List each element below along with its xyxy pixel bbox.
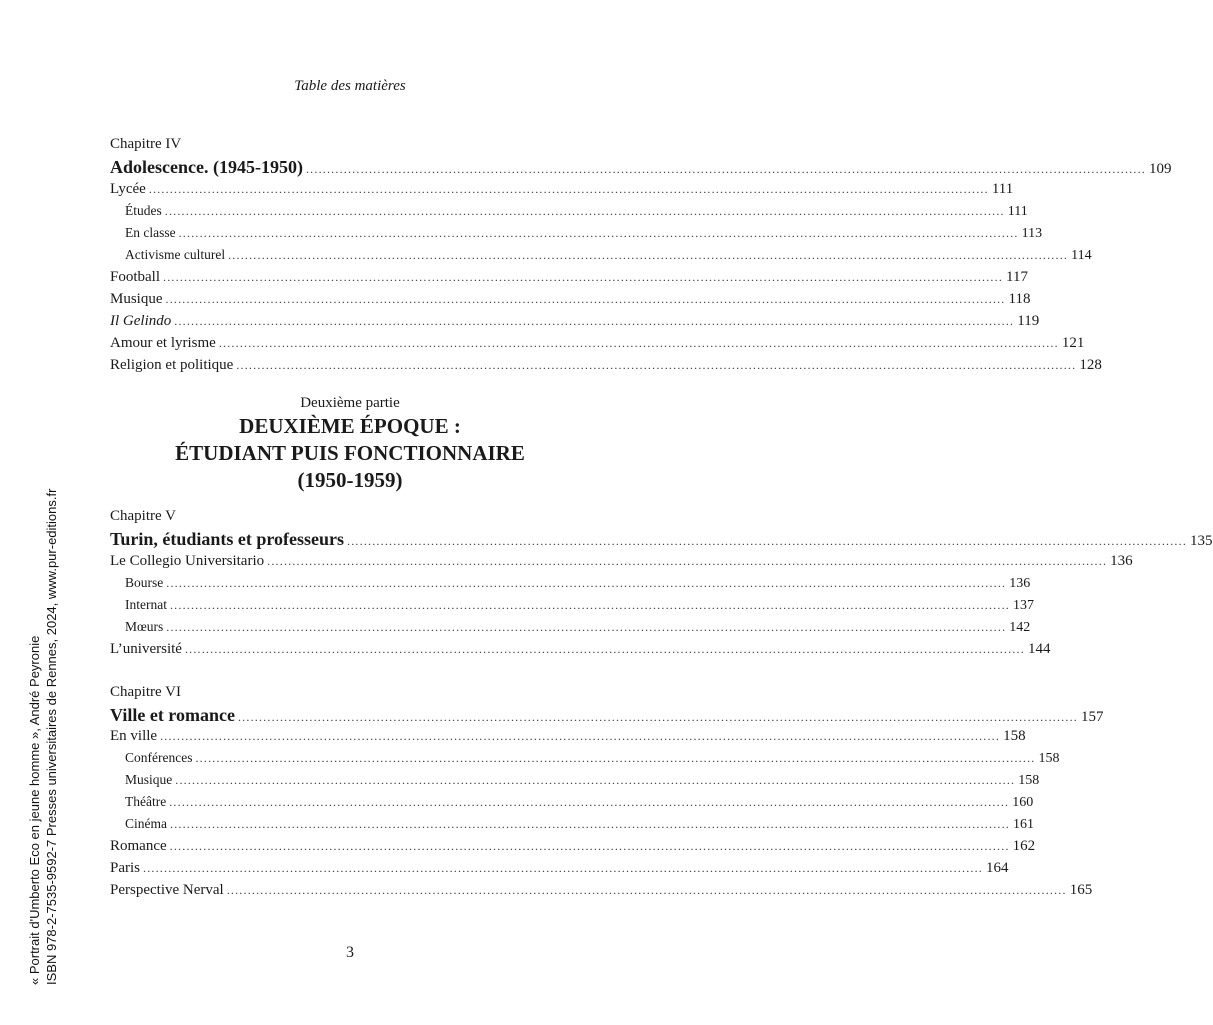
part-title-line-3: (1950-1959)	[297, 468, 403, 492]
toc-subentry[interactable]	[110, 200, 1028, 222]
chapter-6	[110, 682, 1104, 728]
chapter-title: Adolescence. (1945-1950)	[110, 157, 303, 177]
dot-leader: ........................................................................................................................................................................................................	[228, 248, 1069, 262]
page-ref: 158	[1018, 773, 1040, 788]
dot-leader: ........................................................................................................................................................................................................	[169, 795, 1010, 809]
dot-leader: ........................................................................................................................................................................................................	[347, 534, 1188, 548]
chapter-title: Ville et romance	[110, 705, 235, 725]
chapter-4-entries	[110, 178, 1102, 376]
toc-subentry[interactable]	[110, 769, 1040, 791]
dot-leader: ........................................................................................................................................................................................................	[166, 620, 1007, 634]
dot-leader: ........................................................................................................................................................................................................	[160, 729, 1001, 743]
part-heading	[0, 393, 700, 494]
page-ref: 135	[1190, 533, 1213, 549]
chapter-label: Chapitre VI	[110, 684, 181, 700]
chapter-6-entries	[110, 725, 1093, 901]
chapter-title-entry[interactable]	[110, 526, 1213, 552]
page-number: 3	[346, 944, 354, 961]
chapter-4	[110, 134, 1172, 180]
toc-entry[interactable]	[110, 857, 1009, 879]
page-ref: 118	[1008, 291, 1031, 307]
dot-leader: ........................................................................................................................................................................................................	[267, 554, 1108, 568]
toc-entry[interactable]	[110, 310, 1040, 332]
toc-entry[interactable]	[110, 354, 1102, 376]
toc-subentry[interactable]	[110, 791, 1034, 813]
toc-entry-title: Mœurs	[125, 619, 164, 634]
toc-subentry[interactable]	[110, 747, 1060, 769]
dot-leader: ........................................................................................................................................................................................................	[236, 358, 1077, 372]
toc-entry[interactable]	[110, 288, 1031, 310]
part-title-line-2: ÉTUDIANT PUIS FONCTIONNAIRE	[175, 441, 525, 465]
page-ref: 164	[986, 860, 1009, 876]
toc-entry-title: Activisme culturel	[125, 247, 226, 262]
toc-entry[interactable]	[110, 725, 1026, 747]
toc-entry[interactable]	[110, 638, 1051, 660]
dot-leader: ........................................................................................................................................................................................................	[165, 292, 1006, 306]
chapter-label: Chapitre V	[110, 508, 176, 524]
page-ref: 158	[1003, 728, 1026, 744]
part-label: Deuxième partie	[300, 395, 400, 411]
page-ref: 136	[1110, 553, 1133, 569]
toc-entry-title: Perspective Nerval	[110, 882, 224, 898]
toc-entry-title: Lycée	[110, 181, 146, 197]
page-ref: 128	[1079, 357, 1102, 373]
dot-leader: ........................................................................................................................................................................................................	[218, 336, 1059, 350]
side-copyright-note	[26, 489, 60, 985]
dot-leader: ........................................................................................................................................................................................................	[195, 751, 1036, 765]
dot-leader: ........................................................................................................................................................................................................	[163, 270, 1004, 284]
page-ref: 111	[1007, 204, 1028, 219]
dot-leader: ........................................................................................................................................................................................................	[184, 642, 1025, 656]
toc-entry[interactable]	[110, 266, 1028, 288]
side-note-line-1: « Portrait d'Umberto Eco en jeune homme », André Peyronie	[27, 635, 42, 985]
toc-entry-title: Romance	[110, 838, 167, 854]
page-ref: 111	[991, 181, 1014, 197]
page-ref: 117	[1006, 269, 1028, 285]
dot-leader: ........................................................................................................................................................................................................	[174, 314, 1015, 328]
toc-entry-title: L’université	[110, 641, 182, 657]
page-ref: 162	[1012, 838, 1036, 854]
toc-entry-title: Religion et politique	[110, 357, 234, 373]
side-note-line-2: ISBN 978-2-7535-9592-7 Presses universitaires de Rennes, 2024, www.pur-editions.fr	[44, 488, 59, 985]
dot-leader: ........................................................................................................................................................................................................	[166, 576, 1007, 590]
dot-leader: ........................................................................................................................................................................................................	[143, 861, 983, 875]
dot-leader: ........................................................................................................................................................................................................	[169, 839, 1010, 853]
page-ref: 142	[1009, 620, 1031, 635]
toc-entry[interactable]	[110, 835, 1036, 857]
toc-entry-title: Études	[125, 203, 162, 218]
chapter-5-entries	[110, 550, 1133, 660]
toc-entry-title: Cinéma	[125, 816, 167, 831]
toc-entry-title: En ville	[110, 728, 158, 744]
dot-leader: ........................................................................................................................................................................................................	[169, 598, 1010, 612]
chapter-title-entry[interactable]	[110, 154, 1172, 180]
toc-entry-title: Bourse	[125, 575, 164, 590]
toc-entry-title: Il Gelindo	[110, 313, 172, 329]
chapter-label: Chapitre IV	[110, 136, 182, 152]
dot-leader: ........................................................................................................................................................................................................	[178, 226, 1019, 240]
page-ref: 160	[1012, 795, 1034, 810]
dot-leader: ........................................................................................................................................................................................................	[148, 182, 989, 196]
toc-entry[interactable]	[110, 550, 1133, 572]
dot-leader: ........................................................................................................................................................................................................	[175, 773, 1016, 787]
page-ref: 119	[1017, 313, 1040, 329]
toc-entry[interactable]	[110, 879, 1093, 901]
chapter-5	[110, 506, 1213, 552]
page-ref: 165	[1069, 882, 1093, 898]
toc-entry[interactable]	[110, 332, 1085, 354]
toc-subentry[interactable]	[110, 594, 1034, 616]
toc-subentry[interactable]	[110, 572, 1031, 594]
chapter-title: Turin, étudiants et professeurs	[110, 529, 345, 549]
dot-leader: ........................................................................................................................................................................................................	[237, 710, 1078, 724]
page-ref: 158	[1038, 751, 1060, 766]
dot-leader: ........................................................................................................................................................................................................	[170, 817, 1010, 831]
toc-subentry[interactable]	[110, 244, 1092, 266]
page-ref: 109	[1148, 161, 1172, 177]
toc-entry[interactable]	[110, 178, 1014, 200]
page-ref: 157	[1080, 709, 1104, 725]
toc-entry-title: Le Collegio Universitario	[110, 553, 265, 569]
toc-entry-title: Paris	[110, 860, 140, 876]
page-ref: 121	[1061, 335, 1085, 351]
toc-entry-title: Musique	[110, 291, 163, 307]
toc-entry-title: Conférences	[125, 750, 193, 765]
toc-subentry[interactable]	[110, 616, 1031, 638]
page-ref: 161	[1013, 817, 1034, 832]
page-ref: 144	[1027, 641, 1051, 657]
part-title-line-1: DEUXIÈME ÉPOQUE :	[239, 414, 461, 438]
toc-entry-title: Musique	[125, 772, 173, 787]
page-ref: 137	[1012, 598, 1034, 613]
dot-leader: ........................................................................................................................................................................................................	[305, 162, 1146, 176]
toc-entry-title: En classe	[125, 225, 176, 240]
toc-entry-title: Internat	[125, 597, 167, 612]
toc-subentry[interactable]	[110, 222, 1043, 244]
page-ref: 113	[1021, 226, 1043, 241]
toc-entry-title: Football	[110, 269, 161, 285]
page-ref: 114	[1071, 248, 1092, 263]
toc-entry-title: Théâtre	[125, 794, 167, 809]
toc-subentry[interactable]	[110, 813, 1034, 835]
dot-leader: ........................................................................................................................................................................................................	[164, 204, 1005, 218]
toc-entry-title: Amour et lyrisme	[110, 335, 216, 351]
dot-leader: ........................................................................................................................................................................................................	[226, 883, 1067, 897]
running-head: Table des matières	[294, 78, 406, 94]
page-ref: 136	[1009, 576, 1031, 591]
